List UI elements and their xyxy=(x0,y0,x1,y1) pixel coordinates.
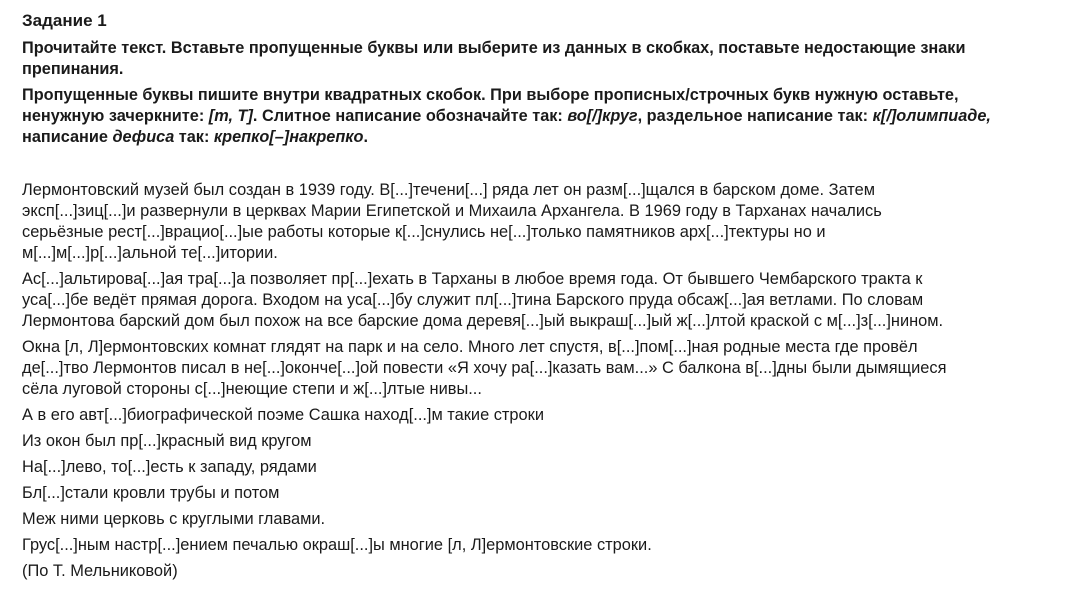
instruction-read-text-line2: препинания. xyxy=(22,60,124,78)
poem-intro-line: А в его авт[...]биографической поэме Сашка наход[...]м такие строки xyxy=(22,406,544,424)
text-line: Окна [л, Л]ермонтовских комнат глядят на парк и на село. Много лет спустя, в[...]пом[...]ная родные места где провёл xyxy=(22,338,918,356)
paragraph-road xyxy=(22,269,1058,332)
text-line: Лермонтова барский дом был похож на все барские дома деревя[...]ый выкраш[...]ый ж[...]лтой краской с м[...]з[...]нином. xyxy=(22,312,944,330)
poem-line-2: На[...]лево, то[...]есть к западу, рядами xyxy=(22,458,317,476)
instruction-formatting xyxy=(22,85,1058,148)
poem-line-1: Из окон был пр[...]красный вид кругом xyxy=(22,432,312,450)
text-line: сёла луговой стороны с[...]неющие степи и ж[...]лтые нивы... xyxy=(22,380,482,398)
poem-line-3: Бл[...]стали кровли трубы и потом xyxy=(22,484,280,502)
task-title: Задание 1 xyxy=(22,11,107,30)
example-joined: во[/]круг xyxy=(567,107,638,125)
instruction-hyphen-end: . xyxy=(363,128,369,146)
source-attribution: (По Т. Мельниковой) xyxy=(22,562,178,580)
example-separate: к[/]олимпиаде, xyxy=(872,107,991,125)
instruction-hyphen-mid: так: xyxy=(174,128,214,146)
instruction-formatting-mid2: , раздельное написание так: xyxy=(637,107,873,125)
closing-line: Грус[...]ным настр[...]ением печалью окраш[...]ы многие [л, Л]ермонтовские строки. xyxy=(22,536,652,554)
text-line: Лермонтовский музей был создан в 1939 году. В[...]течени[...] ряда лет он разм[...]щался в барском доме. Затем xyxy=(22,181,875,199)
text-line: серьёзные рест[...]врацио[...]ые работы которые к[...]снулись не[...]только памятников арх[...]тектуры но и xyxy=(22,223,826,241)
text-line: Ас[...]альтирова[...]ая тра[...]а позволяет пр[...]ехать в Тарханы в любое время года. От бывшего Чембарского тракта к xyxy=(22,270,923,288)
paragraph-museum xyxy=(22,180,1058,264)
text-line: де[...]тво Лермонтов писал в не[...]оконче[...]ой повести «Я хочу ра[...]казать вам...» С балкона в[...]дны были дымящиеся xyxy=(22,359,947,377)
paragraph-windows xyxy=(22,337,1058,400)
example-case: [т, Т] xyxy=(208,107,253,125)
instruction-read-text-line1: Прочитайте текст. Вставьте пропущенные буквы или выберите из данных в скобках, поставьте недостающие знаки xyxy=(22,39,966,57)
instruction-formatting-pre: ненужную зачеркните: xyxy=(22,107,209,125)
instruction-formatting-line1: Пропущенные буквы пишите внутри квадратных скобок. При выборе прописных/строчных букв нужную оставьте, xyxy=(22,86,959,104)
text-line: уса[...]бе ведёт прямая дорога. Входом на уса[...]бу служит пл[...]тина Барского пруда обсаж[...]ая ветлами. По словам xyxy=(22,291,924,309)
spacer xyxy=(22,153,1058,180)
text-line: эксп[...]зиц[...]и развернули в церквах Марии Египетской и Михаила Архангела. В 1969 году в Тарханах начались xyxy=(22,202,882,220)
example-hyphen-word: дефиса xyxy=(112,128,175,146)
instruction-read-text xyxy=(22,38,1058,80)
poem-line-4: Меж ними церковь с круглыми главами. xyxy=(22,510,326,528)
instruction-hyphen-pre: написание xyxy=(22,128,113,146)
text-line: м[...]м[...]р[...]альной те[...]итории. xyxy=(22,244,278,262)
instruction-formatting-mid: . Слитное написание обозначайте так: xyxy=(252,107,568,125)
example-hyphen: крепко[–]накрепко xyxy=(213,128,364,146)
